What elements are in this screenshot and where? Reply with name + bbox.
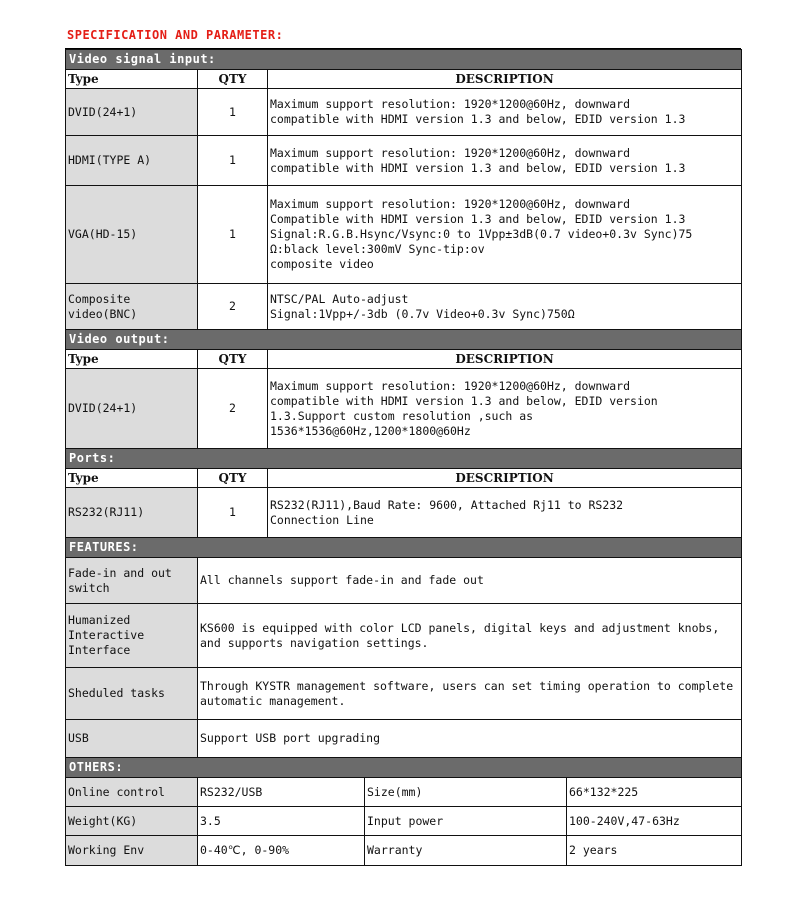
feature-description: All channels support fade-in and fade out: [198, 558, 742, 604]
description-line: Signal:1Vpp+/-3db (0.7v Video+0.3v Sync)750Ω: [270, 306, 575, 321]
feature-description: KS600 is equipped with color LCD panels, digital keys and adjustment knobs, and supports navigation settings.: [198, 604, 742, 668]
header-type: Type: [66, 469, 198, 488]
header-description: DESCRIPTION: [268, 469, 742, 488]
table-row: [66, 488, 742, 538]
table-row: [66, 136, 742, 186]
header-type: Type: [66, 70, 198, 89]
description-cell: [268, 89, 742, 136]
feature-row: [66, 604, 742, 668]
section-title: Video output:: [66, 330, 742, 350]
description-cell: [268, 136, 742, 186]
qty-cell: 1: [198, 186, 268, 284]
qty-cell: 2: [198, 284, 268, 330]
section-features: [66, 538, 742, 558]
description-line: Maximum support resolution: 1920*1200@60Hz, downward: [270, 97, 631, 111]
page-title: SPECIFICATION AND PARAMETER:: [65, 22, 741, 49]
description-line: Connection Line: [270, 512, 374, 527]
table-row: [66, 284, 742, 330]
feature-name: Fade-in and out switch: [66, 558, 198, 604]
section-title: Ports:: [66, 449, 742, 469]
spec-value: 2 years: [567, 836, 742, 866]
header-description: DESCRIPTION: [268, 350, 742, 369]
description-cell: [268, 488, 742, 538]
spec-key: Working Env: [66, 836, 198, 866]
description-line: RS232(RJ11),Baud Rate: 9600, Attached Rj11 to RS232: [270, 497, 624, 512]
qty-cell: 1: [198, 488, 268, 538]
qty-cell: 1: [198, 136, 268, 186]
feature-name: Sheduled tasks: [66, 668, 198, 720]
column-header-row: [66, 70, 742, 89]
spec-key: Warranty: [365, 836, 567, 866]
section-title: OTHERS:: [66, 758, 742, 778]
section-others: [66, 758, 742, 778]
section-ports: [66, 449, 742, 469]
description-line: compatible with HDMI version 1.3 and below, EDID version 1.3: [270, 112, 686, 126]
spec-key: Input power: [365, 807, 567, 836]
section-title: FEATURES:: [66, 538, 742, 558]
header-qty: QTY: [198, 350, 268, 369]
description-cell: [268, 369, 742, 449]
description-line: Maximum support resolution: 1920*1200@60Hz, downward: [270, 145, 631, 160]
spec-sheet: [65, 22, 741, 888]
table-row: [66, 369, 742, 449]
type-cell: DVID(24+1): [66, 369, 198, 449]
description-line: Maximum support resolution: 1920*1200@60Hz, downward: [270, 378, 631, 393]
section-video-output: [66, 330, 742, 350]
others-row: [66, 807, 742, 836]
feature-description: Support USB port upgrading: [198, 720, 742, 758]
description-line: compatible with HDMI version 1.3 and below, EDID version: [270, 393, 658, 408]
feature-row: [66, 668, 742, 720]
spec-key: Size(mm): [365, 778, 567, 807]
description-cell: [268, 284, 742, 330]
description-line: Compatible with HDMI version 1.3 and below, EDID version 1.3: [270, 212, 686, 226]
description-line: NTSC/PAL Auto-adjust: [270, 291, 409, 306]
type-cell: Composite video(BNC): [66, 284, 198, 330]
feature-description: Through KYSTR management software, users can set timing operation to complete automatic management.: [198, 668, 742, 720]
spec-key: Online control: [66, 778, 198, 807]
description-cell: [268, 186, 742, 284]
header-qty: QTY: [198, 469, 268, 488]
description-line: 1536*1536@60Hz,1200*1800@60Hz: [270, 423, 471, 438]
qty-cell: 1: [198, 89, 268, 136]
column-header-row: [66, 350, 742, 369]
feature-row: [66, 720, 742, 758]
description-line: 1.3.Support custom resolution ,such as: [270, 408, 534, 423]
header-description: DESCRIPTION: [268, 70, 742, 89]
type-cell: VGA(HD-15): [66, 186, 198, 284]
feature-row: [66, 558, 742, 604]
section-title: Video signal input:: [66, 50, 742, 70]
others-row: [66, 778, 742, 807]
spec-value: 0-40℃, 0-90%: [198, 836, 365, 866]
qty-cell: 2: [198, 369, 268, 449]
table-row: [66, 89, 742, 136]
description-line: compatible with HDMI version 1.3 and below, EDID version 1.3: [270, 160, 686, 175]
description-line: Ω:black level:300mV Sync-tip:ov: [270, 242, 485, 256]
header-qty: QTY: [198, 70, 268, 89]
type-cell: DVID(24+1): [66, 89, 198, 136]
header-type: Type: [66, 350, 198, 369]
feature-name: Humanized Interactive Interface: [66, 604, 198, 668]
spec-value: 3.5: [198, 807, 365, 836]
type-cell: RS232(RJ11): [66, 488, 198, 538]
others-row: [66, 836, 742, 866]
column-header-row: [66, 469, 742, 488]
section-video-input: [66, 50, 742, 70]
description-line: Signal:R.G.B.Hsync/Vsync:0 to 1Vpp±3dB(0.7 video+0.3v Sync)75: [270, 227, 693, 241]
feature-name: USB: [66, 720, 198, 758]
description-line: composite video: [270, 257, 374, 271]
spec-table: [65, 49, 742, 866]
table-row: [66, 186, 742, 284]
spec-value: 100-240V,47-63Hz: [567, 807, 742, 836]
spec-key: Weight(KG): [66, 807, 198, 836]
spec-value: 66*132*225: [567, 778, 742, 807]
spec-value: RS232/USB: [198, 778, 365, 807]
type-cell: HDMI(TYPE A): [66, 136, 198, 186]
description-line: Maximum support resolution: 1920*1200@60Hz, downward: [270, 197, 631, 211]
